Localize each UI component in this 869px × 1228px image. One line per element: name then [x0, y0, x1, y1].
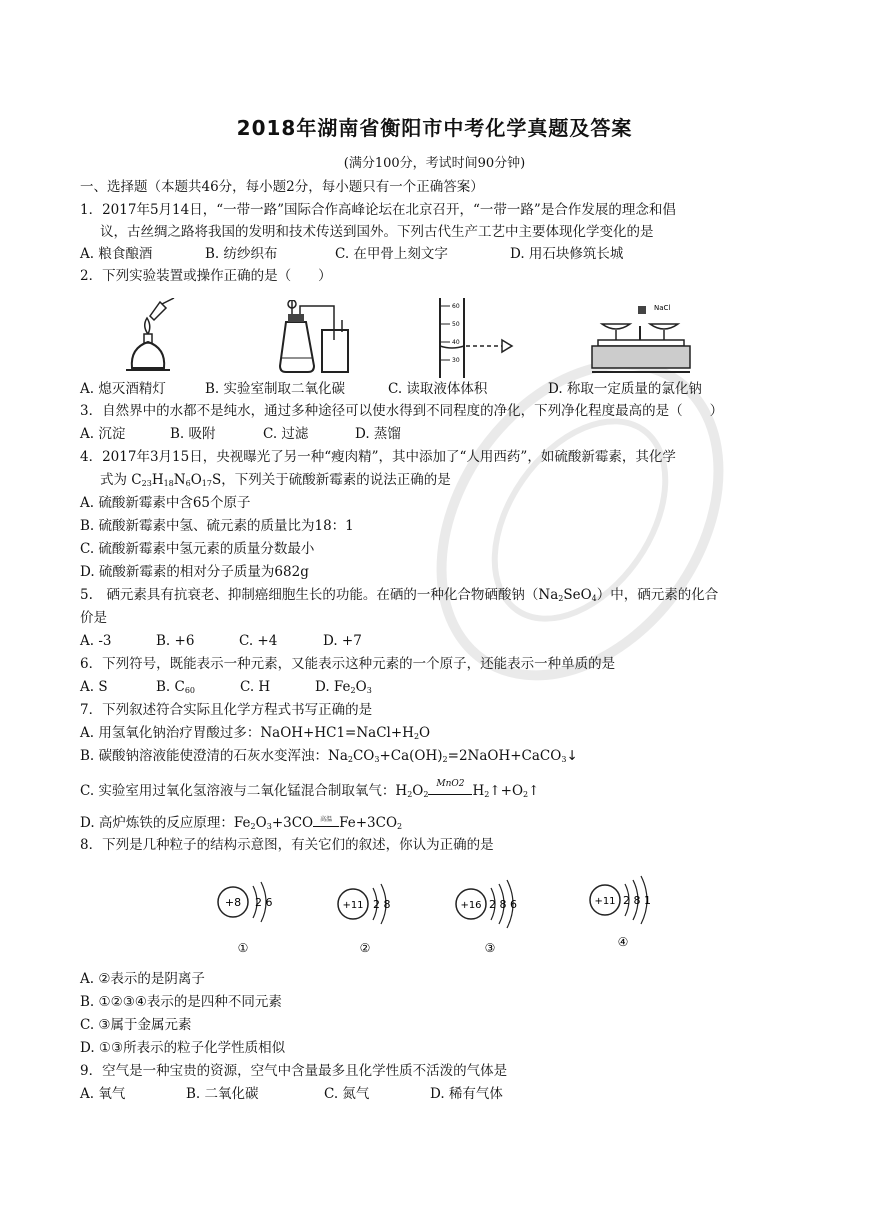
particle-4-shells: 2 8 1: [623, 894, 651, 907]
particle-2: [338, 884, 391, 955]
option-d: D. 蒸馏: [355, 426, 401, 442]
option-d: D. +7: [323, 633, 362, 649]
graduated-cylinder-figure: [432, 296, 532, 378]
option-c: C. +4: [239, 633, 278, 649]
option-b: B. +6: [156, 633, 195, 649]
svg-text:40: 40: [452, 339, 460, 346]
particle-3: [456, 880, 517, 955]
particle-2-nucleus: +11: [342, 900, 364, 911]
catalyst-condition: MnO2: [428, 783, 472, 795]
question-3: 3．自然界中的水都不是纯水，通过多种途径可以使水得到不同程度的净化，下列净化程度最高的是（ ）: [80, 403, 724, 419]
particle-diagrams: [195, 866, 675, 956]
svg-text:30: 30: [452, 357, 460, 364]
balance-scale-figure: [588, 300, 698, 376]
question-9: 9．空气是一种宝贵的资源，空气中含量最多且化学性质不活泼的气体是: [80, 1063, 508, 1079]
question-4-option-a: A. 硫酸新霉素中含65个原子: [80, 495, 251, 511]
option-c: C. 读取液体体积: [388, 381, 488, 397]
option-c: C. 过滤: [263, 426, 309, 442]
question-8-option-a: A. ②表示的是阴离子: [80, 971, 205, 987]
particle-diagram-svg: [195, 866, 675, 956]
page-subtitle: (满分100分，考试时间90分钟): [343, 156, 526, 171]
particle-4: [590, 876, 651, 949]
particle-4-nucleus: +11: [594, 896, 616, 907]
question-2: 2．下列实验装置或操作正确的是（ ）: [80, 268, 332, 284]
svg-text:50: 50: [452, 321, 460, 328]
option-a: A. 沉淀: [80, 426, 126, 442]
option-b: B. 实验室制取二氧化碳: [205, 381, 346, 397]
particle-1-shells: 2 6: [255, 896, 273, 909]
option-a: A. -3: [80, 633, 112, 649]
option-a: A. 氧气: [80, 1086, 126, 1102]
option-d: D. 稀有气体: [430, 1086, 503, 1102]
question-4-option-b: B. 硫酸新霉素中氢、硫元素的质量比为18：1: [80, 518, 354, 534]
question-3-options: [80, 423, 401, 445]
question-8-option-d: D. ①③所表示的粒子化学性质相似: [80, 1040, 286, 1056]
page-title: 2018年湖南省衡阳市中考化学真题及答案: [236, 116, 633, 140]
question-5-line-1: 5. 硒元素具有抗衰老、抑制癌细胞生长的功能。在硒的一种化合物硒酸钠$(Na_2SeO_4)$中，硒元素的化合: [80, 587, 719, 603]
question-7-option-b: B. 碳酸钠溶液能使澄清的石灰水变浑浊：$Na_2CO_3+Ca(OH)_2=2NaOH+CaCO_3↓$: [80, 748, 578, 764]
high-temp-condition: 高温: [313, 815, 339, 827]
particle-1-nucleus: +8: [224, 896, 242, 909]
option-c: C. H: [240, 679, 271, 695]
particle-3-label: ③: [484, 941, 496, 955]
alcohol-lamp-figure: [120, 298, 180, 374]
particle-1-label: ①: [237, 941, 249, 955]
option-c: C. 氮气: [324, 1086, 370, 1102]
particle-1: [218, 882, 273, 955]
particle-2-label: ②: [359, 941, 371, 955]
option-a: A. 粮食酿酒: [80, 246, 153, 262]
question-4-option-d: D. 硫酸新霉素的相对分子质量为682g: [80, 564, 309, 580]
particle-4-label: ④: [617, 935, 629, 949]
option-d: D. 称取一定质量的氯化钠: [548, 381, 702, 397]
option-d: D. 用石块修筑长城: [510, 246, 624, 262]
option-a: A. S: [80, 679, 108, 695]
question-7-option-c: C. 实验室用过氧化氢溶液与二氧化锰混合制取氧气：$H_2O_2$ MnO2 $H_2↑+O_2↑$: [80, 779, 540, 799]
question-1-options: [80, 243, 623, 265]
question-6: 6．下列符号，既能表示一种元素，又能表示这种元素的一个原子，还能表示一种单质的是: [80, 656, 616, 672]
section-heading: 一、选择题（本题共46分，每小题2分，每小题只有一个正确答案）: [80, 179, 484, 195]
nacl-label: NaCl: [654, 304, 671, 312]
particle-3-shells: 2 8 6: [489, 898, 517, 911]
option-b: B. 吸附: [170, 426, 216, 442]
option-b: B. $C_{60}$: [156, 679, 196, 695]
question-7: 7．下列叙述符合实际且化学方程式书写正确的是: [80, 702, 373, 718]
question-9-options: [80, 1083, 503, 1105]
option-a: A. 熄灭酒精灯: [80, 381, 166, 397]
question-5-options: [80, 630, 362, 652]
question-8-option-b: B. ①②③④表示的是四种不同元素: [80, 994, 282, 1010]
question-2-options: [80, 378, 702, 400]
question-1-line-1: 1．2017年5月14日，“一带一路”国际合作高峰论坛在北京召开，“一带一路”是合作发展的理念和倡: [80, 202, 676, 218]
question-1-line-2: 议，古丝绸之路将我国的发明和技术传送到国外。下列古代生产工艺中主要体现化学变化的是: [100, 224, 654, 240]
question-4-option-c: C. 硫酸新霉素中氢元素的质量分数最小: [80, 541, 315, 557]
option-b: B. 纺纱织布: [205, 246, 278, 262]
co2-apparatus-figure: [272, 300, 362, 376]
svg-text:60: 60: [452, 303, 460, 310]
question-5-line-2: 价是: [80, 610, 107, 626]
question-7-option-d: D. 高炉炼铁的反应原理：$Fe_2O_3+3CO$ 高温 $Fe+3CO_2$: [80, 815, 403, 831]
question-7-option-a: A. 用氢氧化钠治疗胃酸过多：$NaOH+HC1=NaCl+H_2O$: [80, 725, 431, 741]
particle-3-nucleus: +16: [460, 900, 482, 911]
question-8-option-c: C. ③属于金属元素: [80, 1017, 192, 1033]
question-8: 8．下列是几种粒子的结构示意图，有关它们的叙述，你认为正确的是: [80, 837, 494, 853]
question-4-line-2: 式为 $C_{23}H_{18}N_6O_{17}S$，下列关于硫酸新霉素的说法正确的是: [100, 472, 451, 488]
option-c: C. 在甲骨上刻文字: [335, 246, 448, 262]
question-4-line-1: 4．2017年3月15日，央视曝光了另一种“瘦肉精”，其中添加了“人用西药”，如硫酸新霉素，其化学: [80, 449, 676, 465]
particle-2-shells: 2 8: [373, 898, 391, 911]
option-b: B. 二氧化碳: [186, 1086, 259, 1102]
option-d: D. $Fe_2O_3$: [315, 679, 372, 695]
